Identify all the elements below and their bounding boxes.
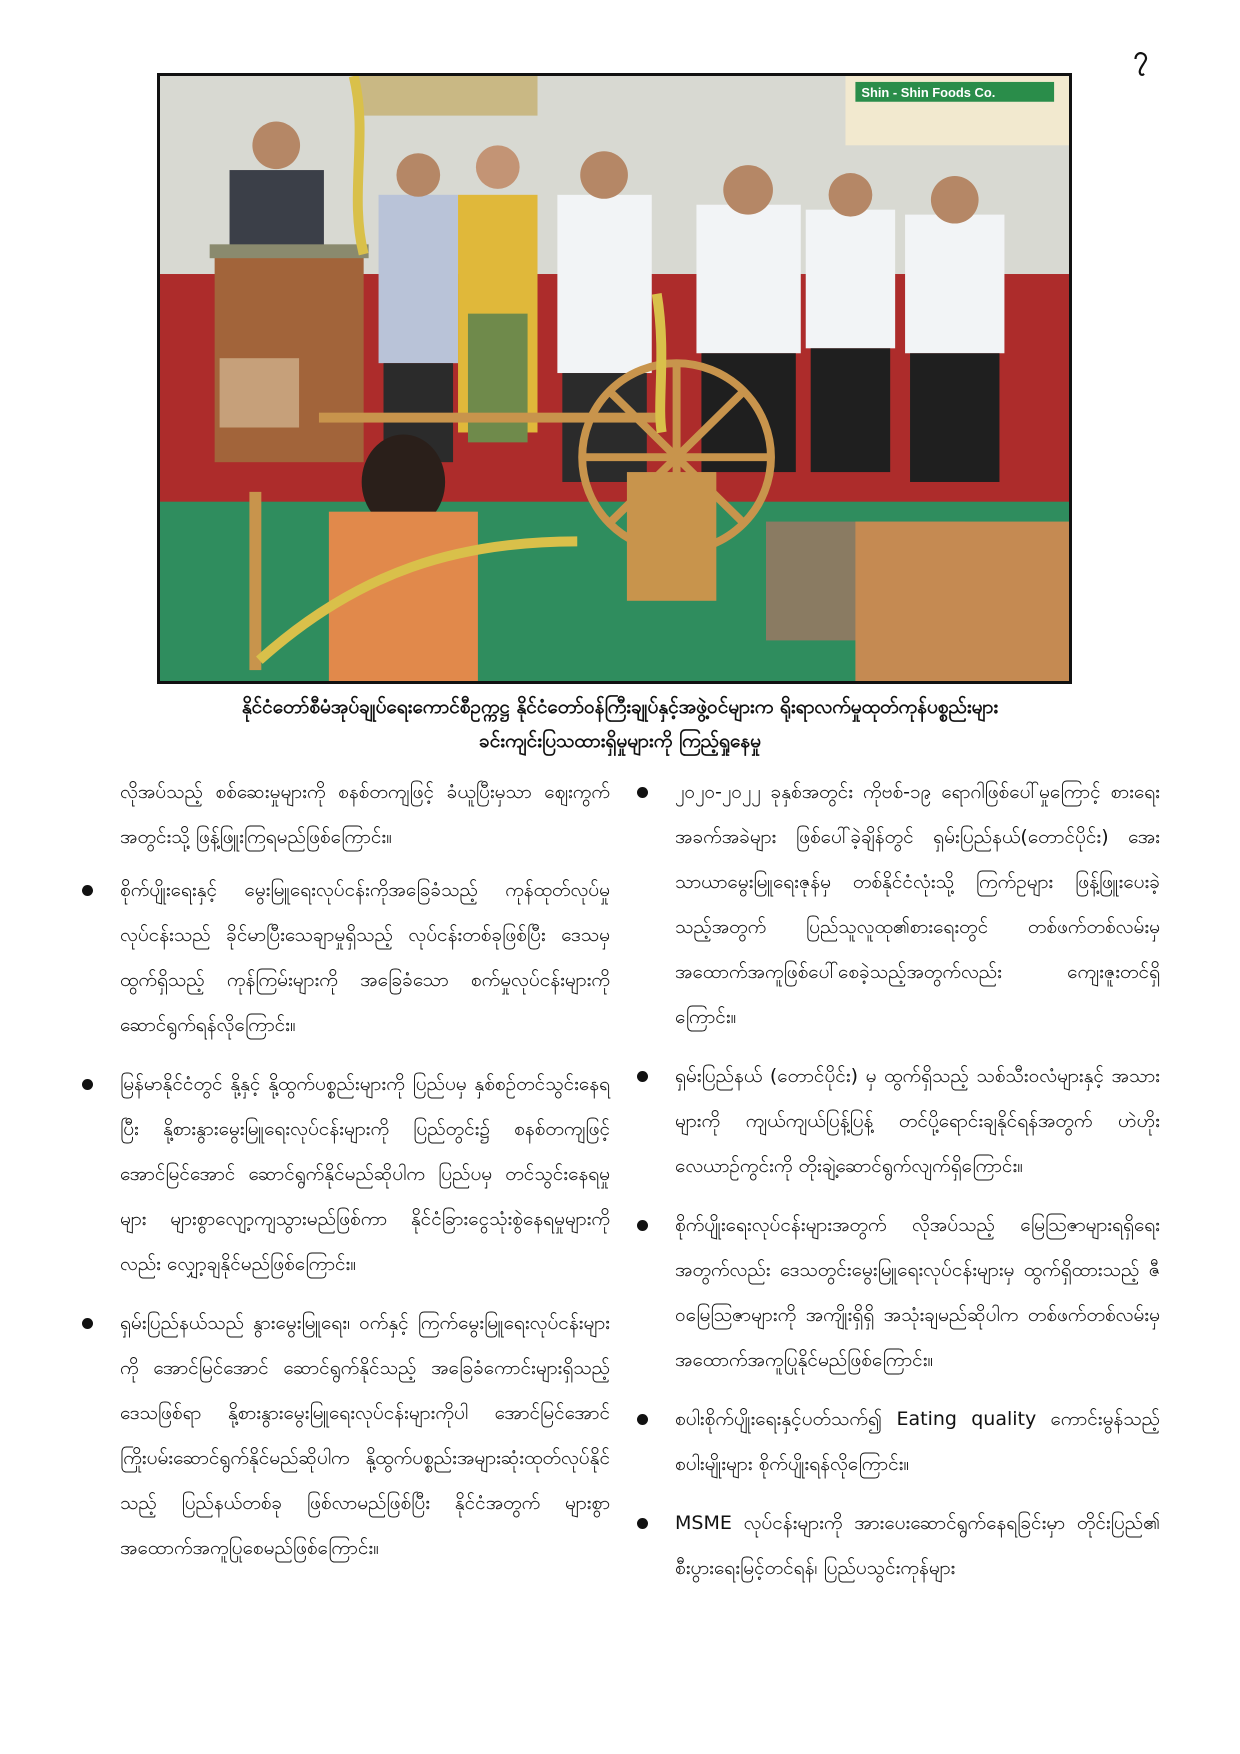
bullet-item: စိုက်ပျိုးရေးလုပ်ငန်းများအတွက် လိုအပ်သည့် မြေဩဇာများရရှိရေးအတွက်လည်း ဒေသတွင်းမွေးမြူရေးလုပ်ငန်းများမှ ထွက်ရှိထားသည့် ဇီဝမြေဩဇာများကို အကျိုးရှိရှိ အသုံးချမည်ဆိုပါက တစ်ဖက်တစ်လမ်းမှ အထောက်အကူပြုနိုင်မည်ဖြစ်ကြောင်း။	[635, 1203, 1160, 1383]
right-column	[635, 770, 1160, 1605]
event-photo	[157, 73, 1072, 684]
right-bullet-list	[635, 770, 1160, 1591]
loom-post	[249, 492, 261, 670]
loom-beam	[319, 413, 657, 423]
bullet-item: ရှမ်းပြည်နယ်သည် နွားမွေးမြူရေး၊ ဝက်နှင့် ကြက်မွေးမြူရေးလုပ်ငန်းများကို အောင်မြင်အောင် ဆောင်ရွက်နိုင်သည့် အခြေခံကောင်းများရှိသည့် ဒေသဖြစ်ရာ နို့စားနွားမွေးမြူရေးလုပ်ငန်းများကိုပါ အောင်မြင်အောင် ကြိုးပမ်းဆောင်ရွက်နိုင်မည်ဆိုပါက နို့ထွက်ပစ္စည်းအများဆုံးထုတ်လုပ်နိုင်သည့် ပြည်နယ်တစ်ခု ဖြစ်လာမည်ဖြစ်ပြီး နိုင်ငံအတွက် များစွာအထောက်အကူပြုစေမည်ဖြစ်ကြောင်း။	[80, 1301, 610, 1571]
bullet-item: MSME လုပ်ငန်းများကို အားပေးဆောင်ရွက်နေရခြင်းမှာ တိုင်းပြည်၏ စီးပွားရေးမြင့်တင်ရန်၊ ပြည်ပသွင်းကုန်များ	[635, 1501, 1160, 1591]
display-book	[210, 244, 369, 258]
photo-illustration	[160, 76, 1069, 681]
spool	[627, 472, 716, 601]
bullet-item: ရှမ်းပြည်နယ် (တောင်ပိုင်း) မှ ထွက်ရှိသည့် သစ်သီးဝလံများနှင့် အသားများကို ကျယ်ကျယ်ပြန့်ပြန့် တင်ပို့ရောင်းချနိုင်ရန်အတွက် ဟဲဟိုးလေယာဉ်ကွင်းကို တိုးချဲ့ဆောင်ရွက်လျက်ရှိကြောင်း။	[635, 1054, 1160, 1189]
bullet-item: စိုက်ပျိုးရေးနှင့် မွေးမြူရေးလုပ်ငန်းကိုအခြေခံသည့် ကုန်ထုတ်လုပ်မှုလုပ်ငန်းသည် ခိုင်မာပြီးသေချာမှုရှိသည့် လုပ်ငန်းတစ်ခုဖြစ်ပြီး ဒေသမှထွက်ရှိသည့် ကုန်ကြမ်းများကို အခြေခံသော စက်မှုလုပ်ငန်းများကို ဆောင်ရွက်ရန်လိုကြောင်း။	[80, 868, 610, 1048]
bullet-item: မြန်မာနိုင်ငံတွင် နို့နှင့် နို့ထွက်ပစ္စည်းများကို ပြည်ပမှ နှစ်စဉ်တင်သွင်းနေရပြီး နို့စားနွားမွေးမြူရေးလုပ်ငန်းများကို ပြည်တွင်း၌ စနစ်တကျဖြင့် အောင်မြင်အောင် ဆောင်ရွက်နိုင်မည်ဆိုပါက ပြည်ပမှ တင်သွင်းနေရမှုများ များစွာလျော့ကျသွားမည်ဖြစ်ကာ နိုင်ငံခြားငွေသုံးစွဲနေရမှုများကိုလည်း လျှော့ချနိုင်မည်ဖြစ်ကြောင်း။	[80, 1062, 610, 1287]
caption-line-2: ခင်းကျင်းပြသထားရှိမှုများကို ကြည့်ရှုနေမှု	[479, 730, 761, 752]
company-banner-text: Shin - Shin Foods Co.	[861, 84, 996, 100]
left-bullet-list	[80, 868, 610, 1571]
stall-sign	[359, 76, 538, 116]
photo-caption	[130, 690, 1110, 758]
gift-bag	[220, 358, 299, 427]
wooden-board	[855, 522, 1069, 681]
page-number: ၇	[1133, 41, 1148, 71]
caption-line-1: နိုင်ငံတော်စီမံအုပ်ချုပ်ရေးကောင်စီဥက္ကဋ္ဌ နိုင်ငံတော်ဝန်ကြီးချုပ်နှင့်အဖွဲ့ဝင်များက ရိုးရာလက်မှုထုတ်ကုန်ပစ္စည်းများ	[241, 696, 999, 718]
bullet-item: ၂၀၂၀-၂၀၂၂ ခုနှစ်အတွင်း ကိုဗစ်-၁၉ ရောဂါဖြစ်ပေါ်မှုကြောင့် စားရေးအခက်အခဲများ ဖြစ်ပေါ်ခဲ့ချိန်တွင် ရှမ်းပြည်နယ်(တောင်ပိုင်း) အေးသာယာမွေးမြူရေးဇုန်မှ တစ်နိုင်ငံလုံးသို့ ကြက်ဥများ ဖြန့်ဖြူးပေးခဲ့သည့်အတွက် ပြည်သူလူထု၏စားရေးတွင် တစ်ဖက်တစ်လမ်းမှ အထောက်အကူဖြစ်ပေါ်စေခဲ့သည့်အတွက်လည်း ကျေးဇူးတင်ရှိကြောင်း။	[635, 770, 1160, 1040]
left-column	[80, 770, 610, 1585]
bullet-item: စပါးစိုက်ပျိုးရေးနှင့်ပတ်သက်၍ Eating quality ကောင်းမွန်သည့် စပါးမျိုးများ စိုက်ပျိုးရန်လိုကြောင်း။	[635, 1397, 1160, 1487]
continued-paragraph: လိုအပ်သည့် စစ်ဆေးမှုများကို စနစ်တကျဖြင့် ခံယူပြီးမှသာ ဈေးကွက်အတွင်းသို့ ဖြန့်ဖြူးကြရမည်ဖြစ်ကြောင်း။	[120, 781, 610, 848]
